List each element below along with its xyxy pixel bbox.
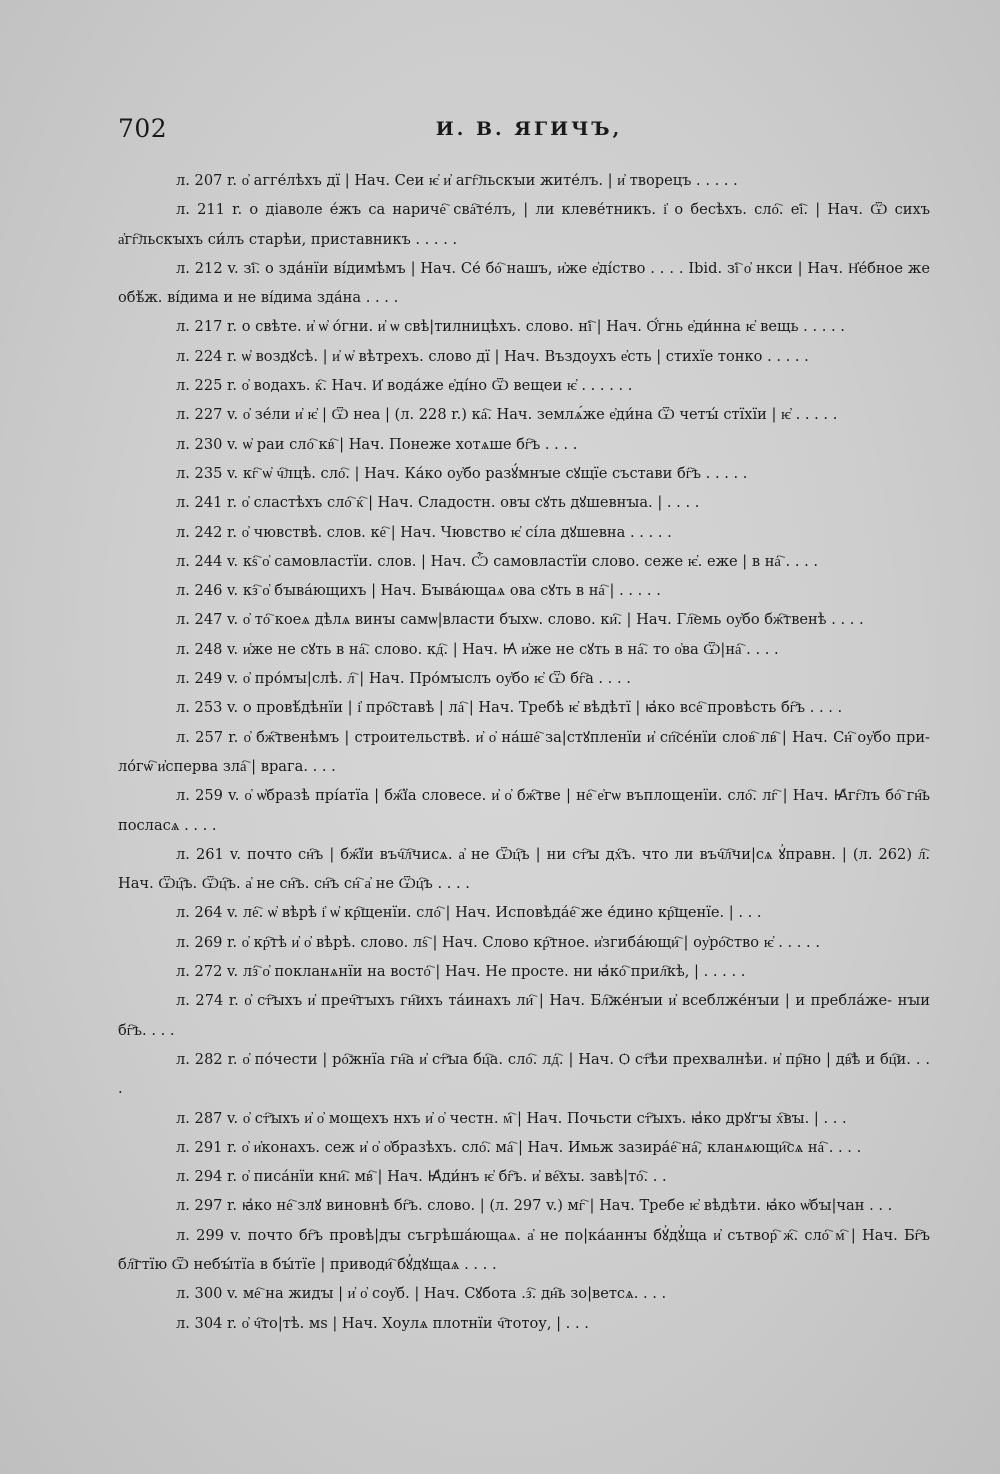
manuscript-entry: л. 291 r. о҆ и҆конахъ. сеж и҆ о҆ о҆бразѣхъ. сло҇. ма҇ | Нач. Имьж зазира́е҇ на҇, кланѧющи҇сѧ на҇ . . . .: [176, 1138, 862, 1156]
manuscript-entry: л. 264 v. ле҇. ѡ҆ вѣрѣ і҆ ѡ҆ кр҇щенїи. сло҇ | Нач. Исповѣда́е҇ же е́дино кр҇щенїе. | . . .: [176, 904, 762, 922]
manuscript-entry: л. 269 r. о҆ кр҇тѣ и҆ о҆ вѣрѣ. слово. лѕ҇ | Нач. Слово кр҇тное. и҆згиба́ющи҇ | оу҆ро҇ство ѥ҆ . . . . .: [176, 933, 820, 951]
manuscript-entry-list: [118, 166, 930, 1338]
manuscript-entry: л. 241 r. о҆ сластѣхъ сло҇ к҇ | Нач. Сладостн. овꙑ сꙋть дꙋшевнꙑа. | . . . .: [176, 494, 700, 512]
manuscript-entry: л. 294 r. о҆ писа́нїи кни҇. мв҇ | Нач. Ꙗ҆ди́нъ ѥ҆ бг҇ъ. и҆ ве҇хꙑ. завѣ|то҇. . .: [176, 1168, 667, 1186]
manuscript-entry: л. 217 r. о свѣте. и҆ ѡ҆ о́гни. и҆ ѡ свѣ|тилницѣхъ. слово. ні҇ | Нач. Ѻ҆́гнь е҆ди́нна ѥ҆ вещь . . . . .: [176, 318, 845, 336]
manuscript-entry: л. 272 v. лз҇ о҆ покланѧнїи на восто҇ | Нач. Не просте. ни ꙗ҆ко҇ прил҇кѣ, | . . . . .: [176, 963, 746, 981]
manuscript-entry: л. 212 v. зі҇. о зда́нїи ві́димѣмъ | Нач. Се́ бо҇ нашъ, и҆же е҆ді́ство . . . . Ibid. зі҇ о҆ нкси | Нач. Н҆е́бное же обѣ́ж. ві́дима и не ві́дима зда́на . . . .: [118, 259, 930, 307]
manuscript-entry: л. 282 r. о҆ по́чести | ро҇жнїа гн҇а и҆ ст҇ꙑа бц҇а. сло҇. лд҇. | Нач. Ѻ ст҇ѣи прехвалнѣи. и҆ пр҇но | дв҇ѣ и бц҇и. . . .: [118, 1050, 930, 1098]
manuscript-entry: л. 297 r. ꙗ҆ко не҇ злꙋ виновнѣ бг҇ъ. слово. | (л. 297 v.) мг҇ | Нач. Требе ѥ҆ вѣдѣти. ꙗ҆ко ѡ҆бꙑ|чан . . .: [176, 1197, 893, 1215]
manuscript-entry: л. 235 v. кг҇ ѡ҆ ч҇лцѣ. сло҇. | Нач. Ка́ко оу҆бо разꙋ́мнꙑе сꙋщїе състави бг҇ъ . . . . .: [176, 464, 748, 482]
manuscript-entry: л. 248 v. и҆же не сꙋть в на҇. слово. кд҇. | Нач. Ꙗ҆ и҆же не сꙋть в на҇. то о҆ва Ѿ|на҇ . . . .: [176, 640, 779, 658]
manuscript-entry: л. 300 v. ме҇ на жидꙑ | и҆ о҆ соу҆б. | Нач. Сꙋбота .з҇. дн҇ь зо|ветсѧ. . . .: [176, 1285, 667, 1303]
manuscript-entry: л. 287 v. о҆ ст҇ꙑхъ и҆ о҆ мощехъ нхъ и҆ о҆ честн. м҇ | Нач. Почьсти ст҇ꙑхъ. ꙗ҆ко дрꙋгꙑ х҇вꙑ. | . . .: [176, 1109, 847, 1127]
manuscript-entry: л. 249 v. о҆ про́мꙑ|слѣ. л҇ | Нач. Про́мꙑслъ оу҆бо ѥ҆ Ѿ бг҇а . . . .: [176, 670, 631, 688]
manuscript-entry: л. 211 r. о діаволе е́жъ са нариче҇ сва҇те́лъ, | ли клеве́тникъ. і҆ о бесѣхъ. сло҇. еі҇. | Нач. Ѿ сихъ а҆гг҇льскꙑхъ си́лъ старѣи, приставникъ . . . . .: [118, 201, 930, 248]
manuscript-entry: л. 227 v. о҆ зе́ли и҆ ѥ҆ | Ѿ неа | (л. 228 r.) ка҇. Нач. землѧ́же е҆ди́на Ѿ четꙑ́ стїхїи | ѥ҆ . . . . .: [176, 406, 838, 424]
running-head: И. В. ЯГИЧЪ,: [435, 118, 623, 140]
manuscript-entry: л. 247 v. о҆ то҇ коеѧ дѣлѧ винꙑ самѡ|власти бꙑхѡ. слово. ки҇. | Нач. Гл҇емь оу҆бо бж҇твенѣ . . . .: [176, 611, 864, 629]
manuscript-entry: л. 261 v. почто сн҇ъ | бж҇їи въч҇л҇чисѧ. а҆ не Ѿц҇ъ | ни ст҇ꙑ дх҇ъ. что ли въч҇л҇чи|сѧ ꙋ҆правн. | (л. 262) л҇. Нач. Ѿц҇ъ. Ѿц҇ъ. а҆ не сн҇ъ. сн҇ъ сн҇ а҆ не Ѿц҇ъ . . . .: [118, 845, 930, 893]
manuscript-entry: л. 253 v. о провѣ́дѣнїи | і҆ про҇ставѣ | ла҇ | Нач. Требѣ ѥ҆ вѣдѣтї | ꙗ҆ко все҇ провѣсть бг҇ъ . . . .: [176, 699, 843, 717]
manuscript-entry: л. 225 r. о҆ водахъ. к҇. Нач. И҆ вода́же е҆ді́но Ѿ вещеи ѥ҆ . . . . . .: [176, 377, 633, 395]
manuscript-entry: л. 242 r. о҆ чювствѣ. слов. ке҇ | Нач. Чювство ѥ҆ сі́ла дꙋшевна . . . . .: [176, 523, 672, 541]
manuscript-entry: л. 299 v. почто бг҇ъ провѣ|дꙑ съгрѣша́ющаѧ. а҆ не по|ка́аннꙑ бꙋ҆дꙋ҆ща и҆ сътвор҇ ж҇. сло҇ м҇ | Нач. Бг҇ъ бл҇гтїю Ѿ небꙑ́тїа в бꙑ́тїе | приводи҇ бꙋ҆дꙋщаѧ . . . .: [118, 1226, 930, 1273]
page-number: 702: [118, 114, 168, 143]
manuscript-entry: л. 224 r. ѡ҆ воздꙋсѣ. | и҆ ѡ҆ вѣтрехъ. слово дї | Нач. Въздоухъ е҆сть | стихїе тонко . . . . .: [176, 347, 809, 365]
manuscript-entry: л. 259 v. о҆ ѡ҆бразѣ прі́атїа | бж҇їа словесе. и҆ о҆ бж҇тве | не҇ е҆гѡ въплощенїи. сло҇. лг҇ | Нач. Ꙗ҆гг҇лъ бо҇ гн҇ь посласѧ . . . .: [118, 787, 930, 834]
manuscript-entry: л. 274 r. о҆ ст҇ꙑхъ и҆ преч҇тꙑхъ гн҇ихъ та́инахъ ли҇ | Нач. Бл҇же́нꙑи и҆ всеблже́нꙑи | и пребла́же- нꙑи бг҇ъ. . . .: [118, 992, 930, 1039]
manuscript-entry: л. 207 r. о҆ агге́лѣхъ дї | Нач. Сеи ѥ҆ и҆ агг҇льскꙑи жите́лъ. | и҆ творецъ . . . . .: [176, 172, 738, 189]
page-header: [118, 114, 940, 154]
manuscript-entry: л. 230 v. ѡ҆ раи сло҇ кв҇ | Нач. Понеже хотѧше бг҇ъ . . . .: [176, 435, 578, 453]
manuscript-entry: л. 246 v. кз҇ о҆ бꙑва́ющихъ | Нач. Бꙑва́ющаѧ ова сꙋть в на҇ | . . . . .: [176, 582, 661, 600]
manuscript-entry: л. 244 v. кѕ҇ о҆ самовластїи. слов. | Нач. Ѽ самовластїи слово. сеже ѥ҆. еже | в на҇ . . . .: [176, 552, 819, 570]
manuscript-entry: л. 257 r. о҆ бж҇твенѣмъ | строительствѣ. и҆ о҆ на́ше҇ за|стꙋпленїи и҆ сп҇се́нїи слов҇ лв҇ | Нач. Сн҇ оу҆бо при- ло́гѡ҇ и҆сперва зла҇ | врага. . . .: [118, 728, 930, 775]
manuscript-entry: л. 304 r. о҆ ч҇то|тѣ. мѕ | Нач. Хоулѧ плотнїи ч҇тотоу, | . . .: [176, 1314, 589, 1332]
